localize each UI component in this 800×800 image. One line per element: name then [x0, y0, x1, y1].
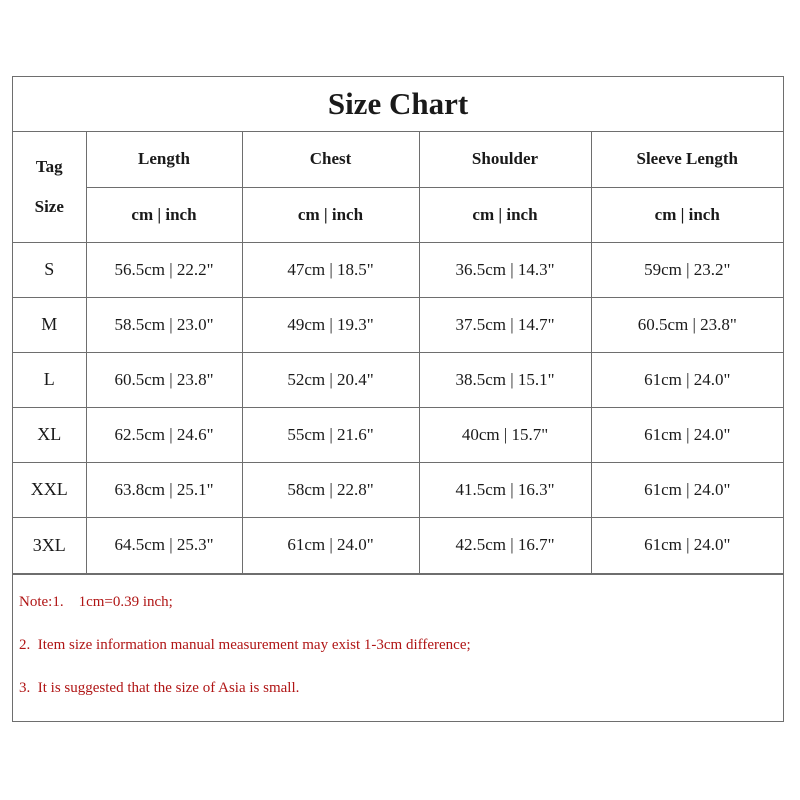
table-row [13, 407, 783, 462]
sleeve-length-cell: 60.5cm | 23.8" [591, 297, 783, 352]
table-row [13, 462, 783, 517]
unit-row [13, 187, 783, 242]
unit-cell: cm | inch [86, 187, 242, 242]
table-row [13, 297, 783, 352]
chest-cell: 55cm | 21.6" [242, 407, 419, 462]
sleeve-length-cell: 61cm | 24.0" [591, 517, 783, 573]
column-header-sleeve-length: Sleeve Length [591, 132, 783, 187]
unit-cell: cm | inch [419, 187, 591, 242]
table-row [13, 517, 783, 573]
notes-section [13, 574, 783, 710]
size-cell: L [13, 352, 86, 407]
unit-cell: cm | inch [242, 187, 419, 242]
length-cell: 56.5cm | 22.2" [86, 242, 242, 297]
tag-label: Tag [35, 156, 63, 176]
table-row [13, 352, 783, 407]
table-row [13, 242, 783, 297]
sleeve-length-cell: 61cm | 24.0" [591, 352, 783, 407]
shoulder-cell: 37.5cm | 14.7" [419, 297, 591, 352]
column-header-chest: Chest [242, 132, 419, 187]
note-line: 2. Item size information manual measurement may exist 1-3cm difference; [19, 636, 471, 653]
column-header-length: Length [86, 132, 242, 187]
shoulder-cell: 38.5cm | 15.1" [419, 352, 591, 407]
note-line: Note:1. 1cm=0.39 inch; [19, 593, 173, 610]
chest-cell: 58cm | 22.8" [242, 462, 419, 517]
chest-cell: 47cm | 18.5" [242, 242, 419, 297]
chest-cell: 61cm | 24.0" [242, 517, 419, 573]
sleeve-length-cell: 59cm | 23.2" [591, 242, 783, 297]
header-row [13, 132, 783, 187]
length-cell: 63.8cm | 25.1" [86, 462, 242, 517]
sleeve-length-cell: 61cm | 24.0" [591, 407, 783, 462]
shoulder-cell: 42.5cm | 16.7" [419, 517, 591, 573]
size-cell: M [13, 297, 86, 352]
chart-title: Size Chart [13, 77, 783, 132]
tag-size-header [13, 132, 86, 242]
shoulder-cell: 36.5cm | 14.3" [419, 242, 591, 297]
chest-cell: 49cm | 19.3" [242, 297, 419, 352]
size-cell: XXL [13, 462, 86, 517]
size-chart [12, 76, 784, 722]
unit-cell: cm | inch [591, 187, 783, 242]
size-cell: XL [13, 407, 86, 462]
length-cell: 58.5cm | 23.0" [86, 297, 242, 352]
size-cell: 3XL [13, 517, 86, 573]
length-cell: 60.5cm | 23.8" [86, 352, 242, 407]
length-cell: 62.5cm | 24.6" [86, 407, 242, 462]
column-header-shoulder: Shoulder [419, 132, 591, 187]
length-cell: 64.5cm | 25.3" [86, 517, 242, 573]
shoulder-cell: 41.5cm | 16.3" [419, 462, 591, 517]
size-cell: S [13, 242, 86, 297]
size-label: Size [34, 196, 64, 216]
shoulder-cell: 40cm | 15.7" [419, 407, 591, 462]
note-line: 3. It is suggested that the size of Asia is small. [19, 679, 300, 696]
size-table [13, 132, 783, 574]
sleeve-length-cell: 61cm | 24.0" [591, 462, 783, 517]
chest-cell: 52cm | 20.4" [242, 352, 419, 407]
